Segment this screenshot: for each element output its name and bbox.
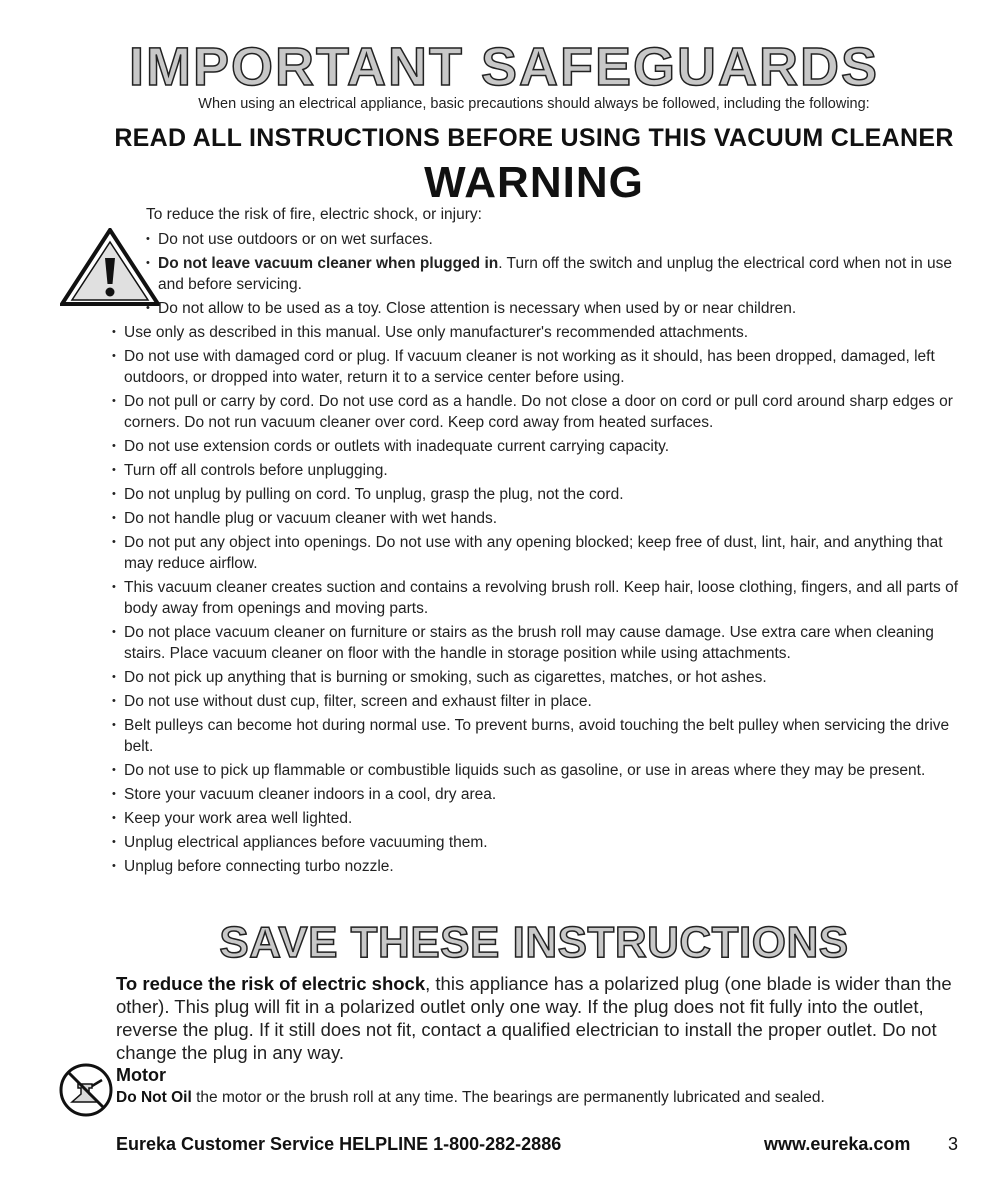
save-instructions-heading: SAVE THESE INSTRUCTIONS bbox=[219, 918, 849, 967]
safeguard-item: • Unplug before connecting turbo nozzle. bbox=[112, 856, 962, 877]
safeguards-list bbox=[112, 322, 962, 880]
safeguard-item: • Unplug electrical appliances before vacuuming them. bbox=[112, 832, 962, 853]
warning-heading: WARNING bbox=[424, 158, 644, 207]
safeguard-item: • Do not use with damaged cord or plug. If vacuum cleaner is not working as it should, has been dropped, damaged, left outdoors, or dropped into water, return it to a service center before using. bbox=[112, 346, 962, 388]
safeguard-item: • Do not use without dust cup, filter, screen and exhaust filter in place. bbox=[112, 691, 962, 712]
motor-heading: Motor bbox=[116, 1065, 166, 1085]
safeguard-item: • Do not use to pick up flammable or combustible liquids such as gasoline, or use in areas where they may be present. bbox=[112, 760, 962, 781]
helpline-text: Eureka Customer Service HELPLINE 1-800-282-2886 bbox=[116, 1134, 562, 1154]
safeguard-item: • Keep your work area well lighted. bbox=[112, 808, 962, 829]
warning-triangle-icon bbox=[60, 228, 160, 306]
warning-item: • Do not allow to be used as a toy. Close attention is necessary when used by or near children. bbox=[146, 298, 956, 319]
safeguard-item: • This vacuum cleaner creates suction and contains a revolving brush roll. Keep hair, loose clothing, fingers, and all parts of body away from openings and moving parts. bbox=[112, 577, 962, 619]
warning-list bbox=[146, 229, 956, 322]
safeguard-item: • Do not place vacuum cleaner on furniture or stairs as the brush roll may cause damage. Use extra care when cleaning stairs. Place vacuum cleaner on floor with the handle in storage position while using attachments. bbox=[112, 622, 962, 664]
safeguard-item: • Store your vacuum cleaner indoors in a cool, dry area. bbox=[112, 784, 962, 805]
warning-lead: To reduce the risk of fire, electric shock, or injury: bbox=[146, 206, 482, 223]
safeguard-item: • Turn off all controls before unplugging. bbox=[112, 460, 962, 481]
safeguard-item: • Belt pulleys can become hot during normal use. To prevent burns, avoid touching the belt pulley when servicing the drive belt. bbox=[112, 715, 962, 757]
safeguard-item: • Do not put any object into openings. Do not use with any opening blocked; keep free of dust, lint, hair, and anything that may reduce airflow. bbox=[112, 532, 962, 574]
safeguard-item: • Do not handle plug or vacuum cleaner with wet hands. bbox=[112, 508, 962, 529]
read-all-heading: READ ALL INSTRUCTIONS BEFORE USING THIS VACUUM CLEANER bbox=[114, 124, 954, 152]
safeguard-item: • Do not use extension cords or outlets with inadequate current carrying capacity. bbox=[112, 436, 962, 457]
website-url: www.eureka.com bbox=[764, 1134, 911, 1154]
safeguard-item: • Use only as described in this manual. Use only manufacturer's recommended attachments. bbox=[112, 322, 962, 343]
no-oil-icon bbox=[58, 1062, 114, 1118]
safeguard-item: • Do not pick up anything that is burning or smoking, such as cigarettes, matches, or hot ashes. bbox=[112, 667, 962, 688]
warning-item: • Do not use outdoors or on wet surfaces. bbox=[146, 229, 956, 250]
page-title: IMPORTANT SAFEGUARDS bbox=[129, 37, 879, 97]
motor-text: Do Not Oil the motor or the brush roll at any time. The bearings are permanently lubricated and sealed. bbox=[116, 1089, 825, 1106]
page-number: 3 bbox=[948, 1134, 959, 1154]
electric-shock-paragraph: To reduce the risk of electric shock, this appliance has a polarized plug (one blade is wider than the other). This plug will fit in a polarized outlet only one way. If the plug does not fit fully into the outlet, reverse the plug. If it still does not fit, contact a qualified electrician to install the proper outlet. Do not change the plug in any way. bbox=[116, 973, 952, 1063]
intro-text: When using an electrical appliance, basic precautions should always be followed, including the following: bbox=[198, 96, 870, 112]
safeguard-item: • Do not pull or carry by cord. Do not use cord as a handle. Do not close a door on cord or pull cord around sharp edges or corners. Do not run vacuum cleaner over cord. Keep cord away from heated surfaces. bbox=[112, 391, 962, 433]
warning-item: • Do not leave vacuum cleaner when plugged in. Turn off the switch and unplug the electrical cord when not in use and before servicing. bbox=[146, 253, 956, 295]
safeguard-item: • Do not unplug by pulling on cord. To unplug, grasp the plug, not the cord. bbox=[112, 484, 962, 505]
